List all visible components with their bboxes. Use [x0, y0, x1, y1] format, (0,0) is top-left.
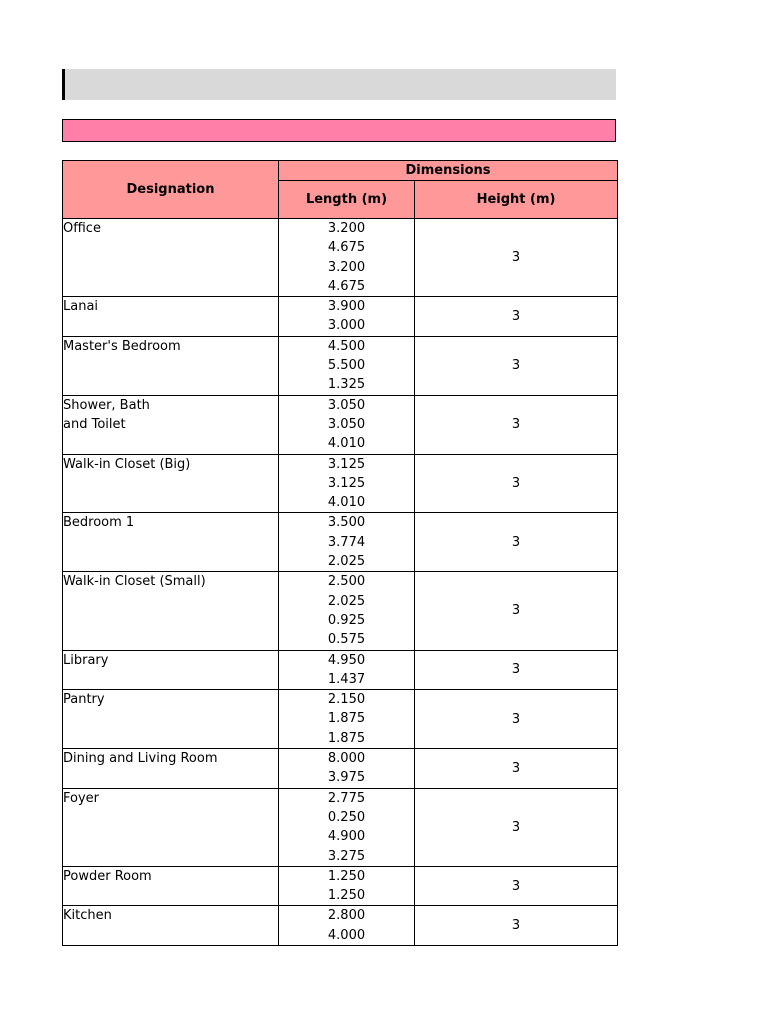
length-value: 3.200 — [327, 259, 366, 275]
height-cell: 3 — [415, 513, 618, 572]
designation-cell: Foyer — [63, 788, 279, 866]
length-value: 3.774 — [327, 534, 366, 550]
length-header: Length (m) — [279, 181, 415, 219]
length-value: 1.875 — [327, 730, 366, 746]
height-cell: 3 — [415, 690, 618, 749]
table-row — [63, 690, 618, 749]
length-value: 3.900 — [327, 299, 366, 315]
height-cell: 3 — [415, 297, 618, 337]
height-cell: 3 — [415, 219, 618, 297]
table-row — [63, 513, 618, 572]
length-value: 2.775 — [327, 790, 366, 806]
title-bar — [62, 69, 616, 100]
length-cell — [279, 572, 415, 650]
length-value: 3.050 — [327, 416, 366, 432]
length-value: 3.125 — [327, 475, 366, 491]
length-value: 2.800 — [327, 908, 366, 924]
length-cell — [279, 690, 415, 749]
designation-cell: Shower, Bath and Toilet — [63, 395, 279, 454]
length-value: 4.950 — [327, 652, 366, 668]
title-bar-edge — [62, 69, 65, 100]
length-value: 3.500 — [327, 515, 366, 531]
length-value: 5.500 — [327, 358, 366, 374]
length-value: 1.250 — [327, 868, 366, 884]
height-cell: 3 — [415, 336, 618, 395]
length-value: 4.500 — [327, 338, 366, 354]
length-value: 1.875 — [327, 711, 366, 727]
table-row — [63, 336, 618, 395]
designation-cell: Powder Room — [63, 866, 279, 906]
length-value: 3.975 — [327, 770, 366, 786]
designation-cell: Pantry — [63, 690, 279, 749]
length-cell — [279, 454, 415, 513]
length-cell — [279, 650, 415, 690]
length-value: 8.000 — [327, 751, 366, 767]
height-cell: 3 — [415, 866, 618, 906]
designation-cell: Dining and Living Room — [63, 749, 279, 789]
length-value: 3.125 — [327, 456, 366, 472]
length-value: 2.025 — [327, 554, 366, 570]
table-row — [63, 788, 618, 866]
length-value: 2.500 — [327, 574, 366, 590]
designation-cell: Walk-in Closet (Small) — [63, 572, 279, 650]
designation-header: Designation — [63, 161, 279, 219]
table-row — [63, 297, 618, 337]
length-cell — [279, 513, 415, 572]
height-cell: 3 — [415, 572, 618, 650]
length-cell — [279, 395, 415, 454]
length-cell — [279, 749, 415, 789]
length-value: 3.050 — [327, 397, 366, 413]
height-header: Height (m) — [415, 181, 618, 219]
table-row — [63, 395, 618, 454]
length-value: 4.000 — [327, 927, 366, 943]
length-value: 1.325 — [327, 377, 366, 393]
length-cell — [279, 906, 415, 946]
table-row — [63, 866, 618, 906]
length-value: 2.150 — [327, 692, 366, 708]
length-value: 3.000 — [327, 318, 366, 334]
dimensions-header: Dimensions — [279, 161, 618, 181]
length-cell — [279, 297, 415, 337]
length-value: 4.010 — [327, 436, 366, 452]
length-value: 1.250 — [327, 888, 366, 904]
length-value: 0.925 — [327, 612, 366, 628]
length-cell — [279, 219, 415, 297]
length-value: 4.675 — [327, 240, 366, 256]
length-value: 2.025 — [327, 593, 366, 609]
designation-cell: Library — [63, 650, 279, 690]
dimensions-table — [62, 160, 618, 946]
height-cell: 3 — [415, 788, 618, 866]
length-value: 4.675 — [327, 278, 366, 294]
table-row — [63, 219, 618, 297]
section-bar — [62, 119, 616, 142]
height-cell: 3 — [415, 454, 618, 513]
table-row — [63, 650, 618, 690]
designation-cell: Master's Bedroom — [63, 336, 279, 395]
length-value: 1.437 — [327, 671, 366, 687]
length-value: 3.200 — [327, 221, 366, 236]
length-value: 0.250 — [327, 809, 366, 825]
length-value: 4.900 — [327, 829, 366, 845]
table-row — [63, 454, 618, 513]
designation-cell: Walk-in Closet (Big) — [63, 454, 279, 513]
table-row — [63, 572, 618, 650]
length-value: 0.575 — [327, 632, 366, 648]
length-cell — [279, 336, 415, 395]
height-cell: 3 — [415, 395, 618, 454]
designation-cell: Lanai — [63, 297, 279, 337]
length-value: 4.010 — [327, 495, 366, 511]
length-value: 3.275 — [327, 848, 366, 864]
designation-cell: Kitchen — [63, 906, 279, 946]
designation-cell: Office — [63, 219, 279, 297]
length-cell — [279, 788, 415, 866]
length-cell — [279, 866, 415, 906]
height-cell: 3 — [415, 906, 618, 946]
table-row — [63, 906, 618, 946]
table-row — [63, 749, 618, 789]
designation-cell: Bedroom 1 — [63, 513, 279, 572]
table-body — [63, 219, 618, 946]
height-cell: 3 — [415, 650, 618, 690]
height-cell: 3 — [415, 749, 618, 789]
